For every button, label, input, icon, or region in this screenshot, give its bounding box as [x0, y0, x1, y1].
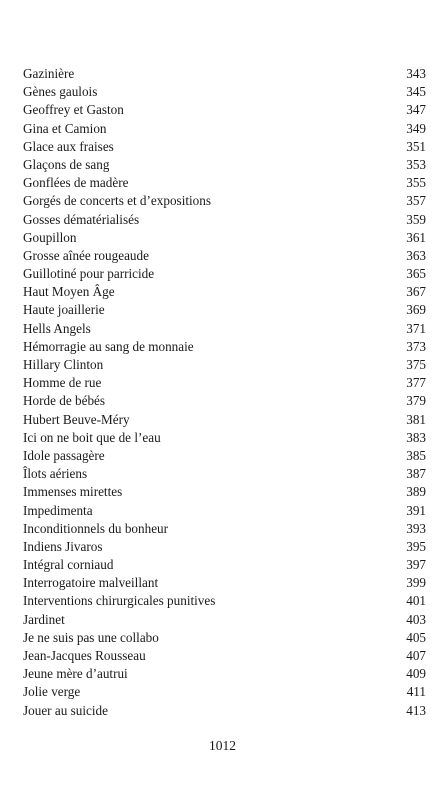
toc-entry-title: Grosse aînée rougeaude: [23, 247, 149, 263]
toc-entry-page: 399: [406, 575, 426, 591]
toc-entry-page: 383: [406, 429, 426, 445]
toc-entry: [23, 265, 426, 283]
toc-entry: [23, 192, 426, 210]
toc-entry-page: 343: [406, 66, 426, 81]
toc-entry-title: Geoffrey et Gaston: [23, 102, 124, 118]
toc-entry: [23, 411, 426, 429]
toc-entry-title: Hubert Beuve-Méry: [23, 411, 130, 427]
toc-entry-page: 389: [406, 484, 426, 500]
toc-entry-page: 379: [406, 393, 426, 409]
toc-entry-page: 357: [406, 193, 426, 209]
toc-entry-title: Gorgés de concerts et d’expositions: [23, 193, 211, 209]
toc-entry-title: Horde de bébés: [23, 393, 106, 409]
toc-entry: [23, 429, 426, 447]
toc-entry: [23, 647, 426, 665]
toc-entry-title: Glaçons de sang: [23, 156, 110, 172]
toc-entry: [23, 374, 426, 392]
toc-entry: [23, 665, 426, 683]
toc-entry: [23, 611, 426, 629]
toc-entry-title: Indiens Jivaros: [23, 538, 103, 554]
toc-entry: [23, 629, 426, 647]
toc-entry: [23, 556, 426, 574]
page-number: 1012: [209, 738, 236, 753]
toc-entry: [23, 83, 426, 101]
toc-entry-page: 405: [406, 629, 426, 645]
toc-entry: [23, 392, 426, 410]
toc-entry-title: Intégral corniaud: [23, 557, 114, 573]
toc-entry-title: Impedimenta: [23, 502, 93, 518]
toc-entry-title: Glace aux fraises: [23, 138, 114, 154]
toc-entry-page: 345: [406, 84, 426, 100]
toc-entry: [23, 338, 426, 356]
toc-entry: [23, 156, 426, 174]
toc-entry-title: Gènes gaulois: [23, 84, 98, 100]
toc-entry: [23, 283, 426, 301]
toc-entry: [23, 101, 426, 119]
toc-entry-page: 369: [406, 302, 426, 318]
toc-entry-page: 359: [406, 211, 426, 227]
toc-entry-page: 373: [406, 338, 426, 354]
toc-entry: [23, 120, 426, 138]
toc-entry-title: Immenses mirettes: [23, 484, 123, 500]
toc-entry-page: 411: [406, 684, 426, 700]
toc-entry-title: Gosses dématérialisés: [23, 211, 140, 227]
toc-entry-page: 385: [406, 447, 426, 463]
toc-entry-page: 381: [406, 411, 426, 427]
toc-entry: [23, 683, 426, 701]
toc-entry-page: 365: [406, 266, 426, 282]
toc-entry-page: 367: [406, 284, 426, 300]
toc-entry: [23, 520, 426, 538]
toc-entry-page: 409: [406, 666, 426, 682]
toc-entry-title: Homme de rue: [23, 375, 102, 391]
toc-entry-title: Haut Moyen Âge: [23, 284, 115, 300]
toc-entry-page: 361: [406, 229, 426, 245]
toc-entry: [23, 65, 426, 83]
toc-entry-title: Jean-Jacques Rousseau: [23, 648, 146, 663]
toc-entry-title: Haute joaillerie: [23, 302, 105, 318]
toc-entry-page: 393: [406, 520, 426, 536]
toc-entry: [23, 465, 426, 483]
toc-entry-page: 375: [406, 357, 426, 372]
toc-entry-title: Gonflées de madère: [23, 175, 129, 191]
toc-entry-page: 353: [406, 156, 426, 172]
toc-entry-title: Hillary Clinton: [23, 357, 104, 372]
toc-entry-page: 347: [406, 102, 426, 118]
toc-entry-page: 395: [406, 538, 426, 554]
toc-entry-page: 371: [406, 320, 426, 336]
toc-entry-page: 351: [406, 138, 426, 154]
toc-entry-page: 363: [406, 247, 426, 263]
toc-entry-title: Guillotiné pour parricide: [23, 266, 155, 282]
toc-entry-title: Ici on ne boit que de l’eau: [23, 429, 161, 445]
toc-entry-title: Jardinet: [23, 611, 65, 627]
toc-entry: [23, 538, 426, 556]
toc-entry-title: Interventions chirurgicales punitives: [23, 593, 216, 609]
toc-entry: [23, 447, 426, 465]
table-of-contents: [23, 65, 426, 720]
toc-entry-title: Idole passagère: [23, 447, 105, 463]
toc-entry-title: Îlots aériens: [23, 466, 88, 482]
toc-entry-title: Hells Angels: [23, 320, 91, 336]
toc-entry: [23, 502, 426, 520]
toc-entry-title: Jouer au suicide: [23, 702, 108, 718]
toc-entry-page: 401: [406, 593, 426, 609]
toc-entry: [23, 592, 426, 610]
toc-entry: [23, 301, 426, 319]
toc-entry-page: 387: [406, 466, 426, 482]
toc-entry: [23, 483, 426, 501]
toc-entry-page: 355: [406, 175, 426, 191]
toc-entry: [23, 247, 426, 265]
toc-entry-title: Jolie verge: [23, 684, 81, 700]
toc-entry: [23, 702, 426, 720]
toc-entry: [23, 211, 426, 229]
toc-entry-title: Interrogatoire malveillant: [23, 575, 159, 591]
toc-entry-title: Gina et Camion: [23, 120, 107, 136]
toc-entry-page: 403: [406, 611, 426, 627]
toc-entry: [23, 138, 426, 156]
toc-entry-title: Inconditionnels du bonheur: [23, 520, 169, 536]
toc-entry-page: 397: [406, 557, 426, 573]
toc-entry: [23, 574, 426, 592]
toc-entry: [23, 174, 426, 192]
toc-entry: [23, 356, 426, 374]
toc-entry-title: Hémorragie au sang de monnaie: [23, 338, 194, 354]
toc-entry-title: Gazinière: [23, 66, 75, 81]
toc-entry-page: 377: [406, 375, 426, 391]
toc-entry-title: Goupillon: [23, 229, 77, 245]
toc-entry: [23, 229, 426, 247]
toc-entry-page: 413: [406, 702, 426, 718]
toc-entry-page: 391: [406, 502, 426, 518]
toc-entry-page: 349: [406, 120, 426, 136]
toc-entry: [23, 320, 426, 338]
toc-entry-title: Je ne suis pas une collabo: [23, 629, 159, 645]
toc-entry-title: Jeune mère d’autrui: [23, 666, 128, 682]
toc-entry-page: 407: [406, 648, 426, 663]
